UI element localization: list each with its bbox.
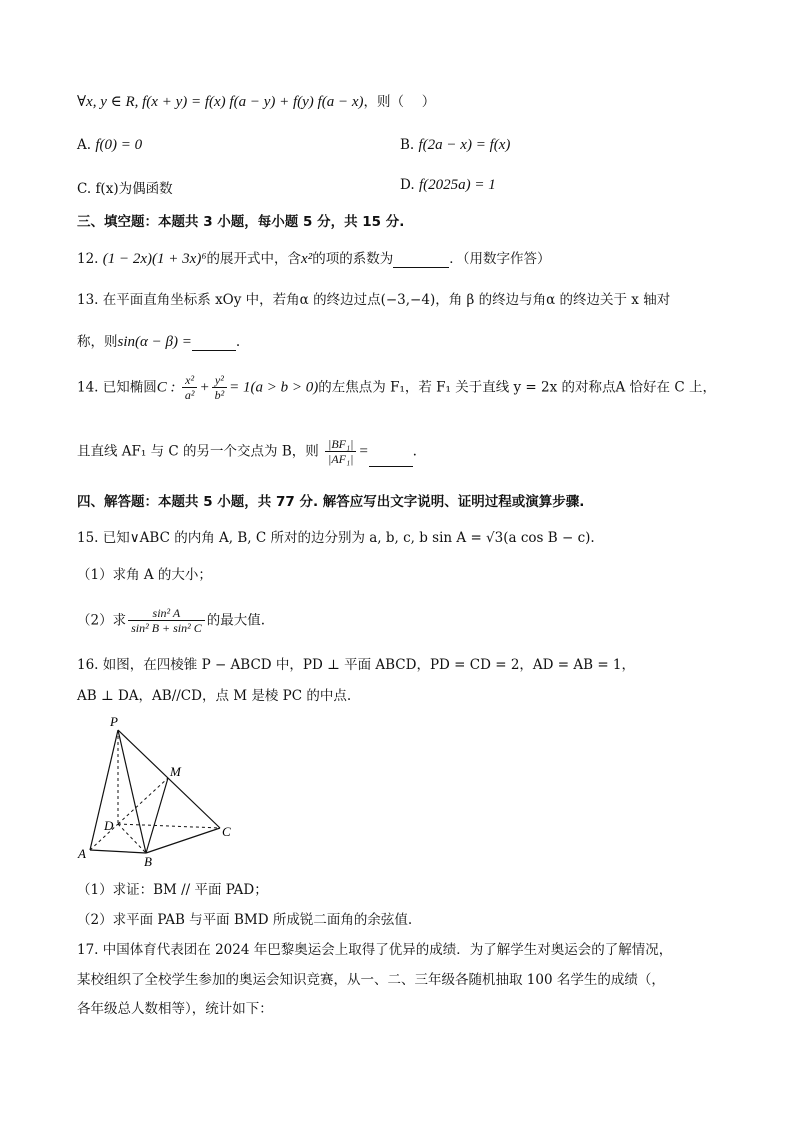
q12-answer-blank[interactable]	[393, 253, 449, 268]
q15-part2-tail: 的最大值.	[206, 612, 266, 629]
q13-number: 13.	[77, 292, 99, 308]
option-label: D.	[400, 177, 415, 193]
q14-condition: = 1(a > b > 0)	[229, 379, 319, 396]
q17-line1	[77, 942, 672, 958]
q12-tail: ．（用数字作答）	[449, 251, 551, 267]
label-C: C	[222, 824, 231, 839]
q12-text: 的展开式中，含	[206, 251, 302, 267]
fraction-numerator: y²	[212, 373, 228, 388]
q13-answer-blank[interactable]	[192, 336, 236, 351]
label-D: D	[104, 818, 114, 833]
option-text: f(0) = 0	[95, 137, 143, 153]
q11-option-c	[77, 177, 173, 197]
segment-BM	[146, 778, 168, 853]
q15-fraction	[128, 606, 205, 636]
q14-line2	[77, 437, 417, 467]
fraction-denominator: |AF₁|	[328, 452, 354, 467]
option-label: B.	[400, 137, 415, 153]
option-label: C.	[77, 181, 92, 197]
q14-line1	[77, 373, 716, 403]
q16-line1	[77, 657, 635, 673]
fraction-denominator: a²	[184, 388, 195, 403]
q14-tail: .	[412, 443, 417, 460]
label-A: A	[78, 846, 86, 861]
q12	[77, 250, 550, 268]
option-text: f(x)为偶函数	[95, 181, 173, 197]
q17-line2: 某校组织了全校学生参加的奥运会知识竞赛，从一、二、三年级各随机抽取 100 名学生的成绩（，	[77, 972, 665, 988]
fraction-numerator: |BF₁|	[325, 437, 356, 452]
q14-answer-blank[interactable]	[369, 452, 413, 467]
q13-line1	[77, 292, 670, 308]
q13-text: 在平面直角坐标系 xOy 中，若角α 的终边过点(−3,−4)，角 β 的终边与角α 的终边关于 x 轴对	[102, 292, 671, 308]
q12-term: x²	[301, 251, 313, 267]
option-text: f(2025a) = 1	[418, 177, 496, 193]
edge-DC-hidden	[118, 824, 220, 828]
fraction-denominator: sin² B + sin² C	[131, 621, 202, 636]
q15-number: 15.	[77, 530, 99, 546]
segment-DM-hidden	[118, 778, 168, 824]
q11-stem	[77, 93, 435, 111]
edge-PB	[118, 730, 146, 853]
fraction-numerator: x²	[182, 373, 198, 388]
section3-heading: 三、填空题：本题共 3 小题，每小题 5 分，共 15 分.	[77, 214, 405, 230]
fraction-denominator: b²	[214, 388, 225, 403]
segment-DB-hidden	[118, 824, 146, 853]
q14-number: 14.	[77, 379, 99, 396]
label-M: M	[170, 764, 181, 779]
edge-PC	[118, 730, 220, 828]
q17-line3: 各年级总人数相等），统计如下：	[77, 1001, 273, 1017]
q12-text: 的项的系数为	[312, 251, 394, 267]
q14-text: 的左焦点为 F₁，若 F₁ 关于直线 y = 2x 的对称点A 恰好在 C 上，	[318, 379, 716, 396]
q16-text: 如图，在四棱锥 P − ABCD 中，PD ⊥ 平面 ABCD，PD = CD = 2，AD = AB = 1，	[102, 657, 636, 673]
fraction-numerator: sin² A	[128, 606, 205, 621]
q13-tail: .	[235, 334, 241, 350]
option-text: f(2a − x) = f(x)	[418, 137, 511, 153]
pyramid-figure	[74, 712, 244, 872]
q14-ratio-fraction	[325, 437, 356, 467]
q11-stem-tail: ，则（ ）	[363, 94, 436, 110]
q14-fraction-y	[212, 373, 228, 403]
q12-number: 12.	[77, 251, 99, 267]
q11-option-b	[400, 137, 510, 154]
q14-fraction-x	[182, 373, 198, 403]
q17-text: 中国体育代表团在 2024 年巴黎奥运会上取得了优异的成绩．为了解学生对奥运会的了解情况，	[102, 942, 673, 958]
q12-expression: (1 − 2x)(1 + 3x)⁶	[102, 251, 207, 267]
q14-equals: =	[358, 443, 369, 460]
q11-functional-equation: ∀x, y ∈ R, f(x + y) = f(x) f(a − y) + f(y) f(a − x)	[77, 94, 364, 110]
q13-line2	[77, 333, 240, 351]
q15-part1: （1）求角 A 的大小；	[77, 567, 212, 583]
edge-AB	[90, 850, 146, 853]
q17-number: 17.	[77, 942, 99, 958]
q11-option-a	[77, 137, 142, 154]
q14-text: 已知椭圆	[102, 379, 157, 396]
q15-part2	[77, 606, 265, 636]
q15-stem	[77, 530, 595, 546]
q11-option-d	[400, 177, 496, 194]
q13-expression: sin(α − β) =	[117, 334, 192, 350]
q15-part2-label: （2）求	[77, 612, 127, 629]
option-label: A.	[77, 137, 92, 153]
q16-part1: （1）求证：BM // 平面 PAD；	[77, 882, 268, 898]
edge-BC	[146, 828, 220, 853]
q14-plus: +	[199, 379, 210, 396]
q14-text: 且直线 AF₁ 与 C 的另一个交点为 B，则	[77, 443, 319, 460]
label-B: B	[144, 854, 152, 869]
q14-ellipse-label: C :	[156, 379, 176, 396]
label-P: P	[110, 714, 118, 729]
q13-text: 称，则	[77, 334, 118, 350]
q16-part2: （2）求平面 PAB 与平面 BMD 所成锐二面角的余弦值.	[77, 912, 413, 928]
section4-heading: 四、解答题：本题共 5 小题，共 77 分. 解答应写出文字说明、证明过程或演算步骤.	[77, 494, 585, 510]
q16-line2: AB ⊥ DA，AB//CD，点 M 是棱 PC 的中点.	[77, 688, 352, 704]
q16-number: 16.	[77, 657, 99, 673]
q15-text: 已知∨ABC 的内角 A, B, C 所对的边分别为 a, b, c, b sin A = √3(a cos B − c).	[102, 530, 595, 546]
